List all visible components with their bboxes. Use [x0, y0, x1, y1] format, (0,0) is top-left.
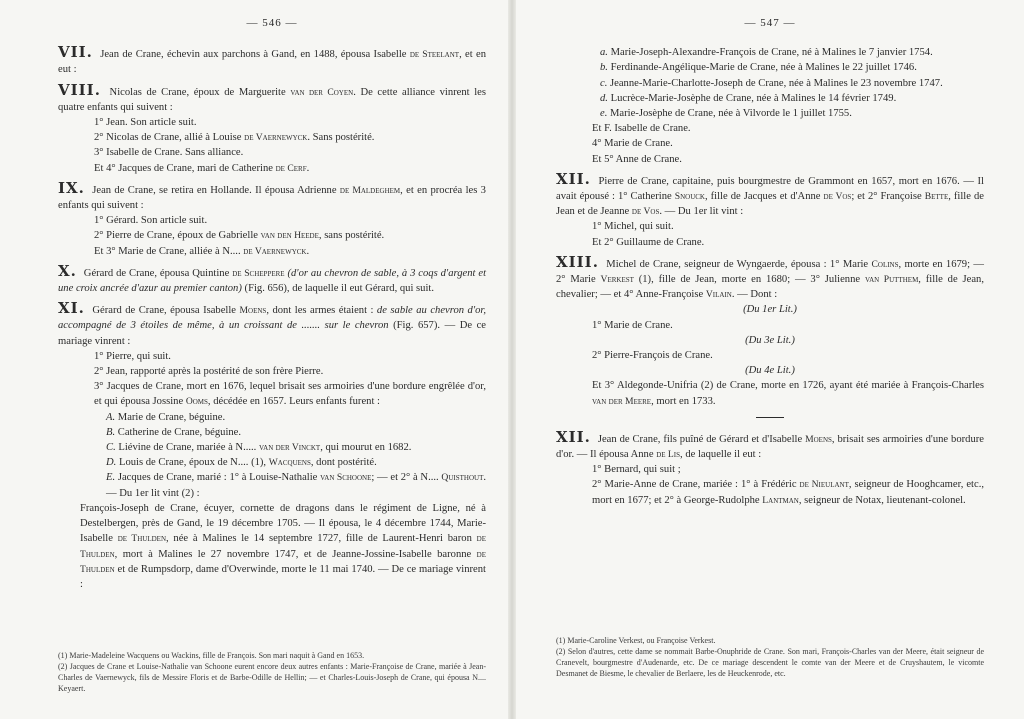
entry-text: Gérard de Crane, épousa Isabelle	[92, 305, 237, 317]
footnote: (1) Marie-Madeleine Wacquens ou Wackins, fille de François. Son mari naquit à Gand en 1653.	[58, 651, 365, 660]
generation-numeral: X.	[58, 261, 77, 280]
child-line: Et 3° Aldegonde-Unifria (2) de Crane, morte en 1726, ayant été mariée à François-Charles van der Meere, mort en 1733.	[592, 380, 984, 407]
child-line: 4° Marie de Crane.	[592, 138, 673, 150]
grandchild-line: D. Louis de Crane, époux de N.... (1), Wacquens, dont postérité.	[106, 457, 377, 469]
child-line: Et 3° Marie de Crane, alliée à N.... de Vaernewyck.	[94, 245, 310, 257]
left-page	[0, 0, 508, 719]
child-line: 2° Pierre de Crane, époux de Gabrielle van den Heede, sans postérité.	[94, 230, 385, 242]
family-name: Moens	[239, 305, 267, 317]
entry-text: Jean de Crane, se retira en Hollande. Il épousa Adrienne	[92, 184, 337, 196]
generation-7	[58, 45, 486, 77]
generation-8	[58, 80, 486, 176]
child-line: 1° Michel, qui suit.	[592, 221, 674, 233]
family-name: de Maldeghem	[339, 184, 401, 196]
child-line: Et F. Isabelle de Crane.	[592, 123, 691, 135]
footnotes-right	[556, 635, 984, 679]
continued-children	[556, 45, 984, 167]
blazon-text: de sable au chevron d'or, accompagné de 3 étoiles de même, à un croissant de ....... sur le chevron	[58, 305, 486, 332]
generation-numeral: VIII.	[58, 80, 101, 99]
family-name: de Scheppere	[232, 267, 285, 279]
generation-13: XIII. Michel de Crane, seigneur de Wyngaerde, épousa : 1° Marie Colins, morte en 1679; — 2° Marie Verkest (1), fille de Jean, morte en 1680; — 3° Julienne van Putthem, fille de Jean, chevalier; — et 4° Anne-Françoise Vilain. — Dont : (Du 1er Lit.) 1° Marie de Crane. (Du 3e Lit.) 2° Pierre-François de Crane. (Du 4e Lit.) Et 3° Aldegonde-Unifria (2) de Crane, morte en 1726, ayant été mariée à François-Charles van der Meere, mort en 1733.	[556, 255, 984, 409]
grandchild-line: E. Jacques de Crane, marié : 1° à Louise-Nathalie van Schoone; — et 2° à N.... Quisthout. — Du 1er lit vint (2) :	[106, 472, 487, 499]
book-gutter	[508, 0, 516, 719]
entry-text: . De cette alliance vinrent les quatre enfants qui suivent :	[58, 86, 486, 113]
child-line: 1° Marie de Crane.	[592, 319, 673, 331]
grandchild-line: e. Marie-Josèphe de Crane, née à Vilvorde le 1 juillet 1755.	[600, 108, 852, 120]
generation-numeral: XII.	[556, 427, 591, 446]
marriage-heading: (Du 4e Lit.)	[745, 365, 795, 377]
child-line: 2° Pierre-François de Crane.	[592, 350, 713, 362]
generation-12-branch: XII. Jean de Crane, fils puîné de Gérard et d'Isabelle Moens, brisait ses armoiries d'une bordure d'or. — Il épousa Anne de Lis, de laquelle il eut : 1° Bernard, qui suit ; 2° Marie-Anne de Crane, mariée : 1° à Frédéric de Nieulant, seigneur de Hooghcamer, etc., mort en 1677; et 2° à George-Rudolphe Lantman, seigneur de Notax, lieutenant-colonel.	[556, 430, 984, 508]
generation-numeral: XI.	[58, 299, 85, 318]
generation-12: XII. Pierre de Crane, capitaine, puis bourgmestre de Grammont en 1657, mort en 1676. — Il avait épousé : 1° Catherine Snouck, fille de Jacques et d'Anne de Vos; et 2° Françoise Bette, fille de Jean et de Jeanne de Vos. — Du 1er lit vint : 1° Michel, qui suit. Et 2° Guillaume de Crane.	[556, 172, 984, 250]
entry-text: , et en eut :	[58, 49, 486, 76]
child-line: Et 5° Anne de Crane.	[592, 153, 682, 165]
child-line: 1° Jean. Son article suit.	[94, 117, 197, 129]
generation-numeral: IX.	[58, 178, 85, 197]
grandchild-line: B. Catherine de Crane, béguine.	[106, 426, 242, 438]
footnote: (1) Marie-Caroline Verkest, ou Françoise Verkest.	[556, 636, 716, 645]
generation-11	[58, 301, 486, 592]
section-separator	[756, 417, 784, 418]
entry-text: (Fig. 656), de laquelle il eut Gérard, qui suit.	[244, 283, 435, 295]
child-line: 2° Nicolas de Crane, allié à Louise de Vaernewyck. Sans postérité.	[94, 132, 375, 144]
grandchild-line: A. Marie de Crane, béguine.	[106, 411, 226, 423]
marriage-heading: (Du 1er Lit.)	[743, 304, 797, 316]
generation-10	[58, 261, 487, 296]
child-line: 1° Pierre, qui suit.	[94, 350, 171, 362]
grandchild-line: d. Lucrèce-Marie-Josèphe de Crane, née à Malines le 14 février 1749.	[600, 92, 897, 104]
generation-9	[58, 178, 486, 259]
child-line: 2° Jean, rapporté après la postérité de son frère Pierre.	[94, 366, 324, 378]
generation-numeral: VII.	[58, 43, 93, 62]
entry-text: Gérard de Crane, épousa Quintine	[83, 267, 230, 279]
entry-text: Nicolas de Crane, époux de Marguerite	[109, 86, 286, 98]
entry-text: , dont les armes étaient :	[266, 305, 374, 317]
grandchild-line: a. Marie-Joseph-Alexandre-François de Crane, né à Malines le 7 janvier 1754.	[600, 47, 933, 59]
family-name: van der Coyen	[290, 86, 354, 98]
footnote: (2) Selon d'autres, cette dame se nommait Barbe-Onuphride de Crane. Son mari, François-Charles van der Meere, était seigneur de Cranevelt, bourgmestre d'Audenarde, etc. De ce mariage descendent le comte van der Meere et de Cruyshautem, le vicomte Desmanet de Biesme, le chevalier de Berlaere, les de Heuckenrode, etc.	[556, 647, 984, 678]
page-number-left: — 546 —	[246, 17, 298, 29]
grandchild-line: b. Ferdinande-Angélique-Marie de Crane, née à Malines le 22 juillet 1746.	[600, 62, 917, 74]
child-line: 3° Isabelle de Crane. Sans alliance.	[94, 147, 244, 159]
child-line: 2° Marie-Anne de Crane, mariée : 1° à Frédéric de Nieulant, seigneur de Hooghcamer, etc., mort en 1677; et 2° à George-Rudolphe Lantman, seigneur de Notax, lieutenant-colonel.	[592, 479, 984, 506]
footnote: (2) Jacques de Crane et Louise-Nathalie van Schoone eurent encore deux autres enfants : Marie-Françoise de Crane, mariée à Jean-Charles de Vaernewyck, fils de Messire Floris et de Barbe-Odille de Hellin; — et Charles-Louis-Joseph de Crane, qui épousa N.... Keyaert.	[58, 662, 486, 693]
grandchild-line: C. Liévine de Crane, mariée à N..... van der Vinckt, qui mourut en 1682.	[106, 442, 412, 454]
footnotes-left	[58, 650, 486, 694]
child-line: 3° Jacques de Crane, mort en 1676, lequel brisait ses armoiries d'une bordure engrêlée d'or, et qui épousa Jossine Ooms, décédée en 1657. Leurs enfants furent :	[94, 381, 486, 408]
generation-numeral: XII.	[556, 169, 591, 188]
child-line: 1° Gérard. Son article suit.	[94, 215, 208, 227]
generation-numeral: XIII.	[556, 252, 599, 271]
grandchild-line: c. Jeanne-Marie-Charlotte-Joseph de Crane, née à Malines le 23 novembre 1747.	[600, 77, 943, 89]
page-number-right: — 547 —	[744, 17, 796, 29]
marriage-heading: (Du 3e Lit.)	[745, 334, 795, 346]
descendant-paragraph: François-Joseph de Crane, écuyer, cornette de dragons dans le régiment de Ligne, né à Destelbergen, près de Gand, le 19 décembre 1705. — Il épousa, le 4 décembre 1744, Marie-Isabelle de Thulden, née à Malines le 14 septembre 1727, fille de Laurent-Henri baron de Thulden, mort à Malines le 27 novembre 1747, et de Jeanne-Jossine-Isabelle baronne de Thulden et de Rumpsdorp, dame d'Overwinde, morte le 11 mai 1740. — De ce mariage vinrent :	[80, 502, 487, 590]
child-line: 1° Bernard, qui suit ;	[592, 464, 681, 476]
child-line: Et 4° Jacques de Crane, mari de Catherine de Cerf.	[94, 162, 310, 174]
right-page	[516, 0, 1024, 719]
entry-text: (Fig. 657). — De ce mariage vinrent :	[58, 320, 486, 347]
child-line: Et 2° Guillaume de Crane.	[592, 236, 705, 248]
entry-text: , et en procréa les 3 enfants qui suivent :	[58, 184, 486, 212]
blazon-text: (d'or au chevron de sable, à 3 coqs d'argent et une croix ancrée d'azur au premier canton)	[58, 267, 487, 295]
family-name: de Steelant	[409, 49, 460, 61]
entry-text: Jean de Crane, échevin aux parchons à Gand, en 1488, épousa Isabelle	[100, 49, 407, 61]
